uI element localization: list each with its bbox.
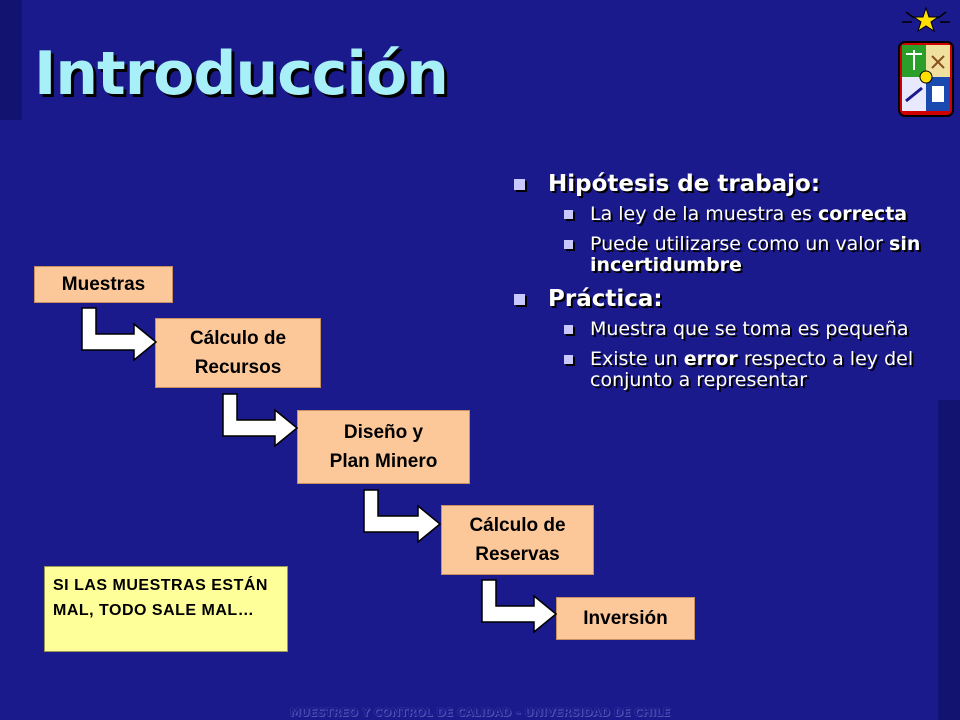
bullet-marker-icon [564, 210, 573, 219]
flow-box-diseno-plan-minero: Diseño y Plan Minero [297, 410, 470, 484]
bullet-marker-icon [514, 294, 525, 305]
bullet-marker-icon [564, 325, 573, 334]
flow-box-calculo-recursos: Cálculo de Recursos [155, 318, 321, 388]
bullet-marker-icon [514, 179, 525, 190]
slide-title: Introducción [34, 39, 448, 109]
sub-bullet-muestra-pequena: Muestra que se toma es pequeña [512, 319, 942, 340]
bullet-hipotesis: Hipótesis de trabajo: [512, 170, 942, 198]
sub-bullet-existe-error: Existe un error respecto a ley del conjunto a representar [512, 349, 942, 391]
flow-arrow-icon [476, 576, 560, 634]
slide-footer: MUESTREO Y CONTROL DE CALIDAD – UNIVERSIDAD DE CHILE [289, 706, 671, 719]
flow-box-inversion: Inversión [556, 597, 695, 640]
flow-arrow-icon [217, 390, 301, 448]
flow-arrow-icon [76, 304, 160, 362]
bullet-practica: Práctica: [512, 285, 942, 313]
right-decor-stripe [938, 400, 960, 720]
flow-box-calculo-reservas: Cálculo de Reservas [441, 505, 594, 575]
left-decor-stripe [0, 0, 22, 120]
bullet-marker-icon [564, 355, 573, 364]
sub-bullet-ley-correcta: La ley de la muestra es correcta [512, 204, 942, 225]
university-emblem-icon [896, 6, 956, 124]
flow-arrow-icon [358, 486, 444, 544]
bullet-marker-icon [564, 240, 573, 249]
flow-box-muestras: Muestras [34, 266, 173, 303]
warning-note: SI LAS MUESTRAS ESTÁN MAL, TODO SALE MAL… [44, 566, 288, 652]
sub-bullet-sin-incertidumbre: Puede utilizarse como un valor sin incertidumbre [512, 234, 942, 276]
bullet-list [512, 170, 942, 400]
